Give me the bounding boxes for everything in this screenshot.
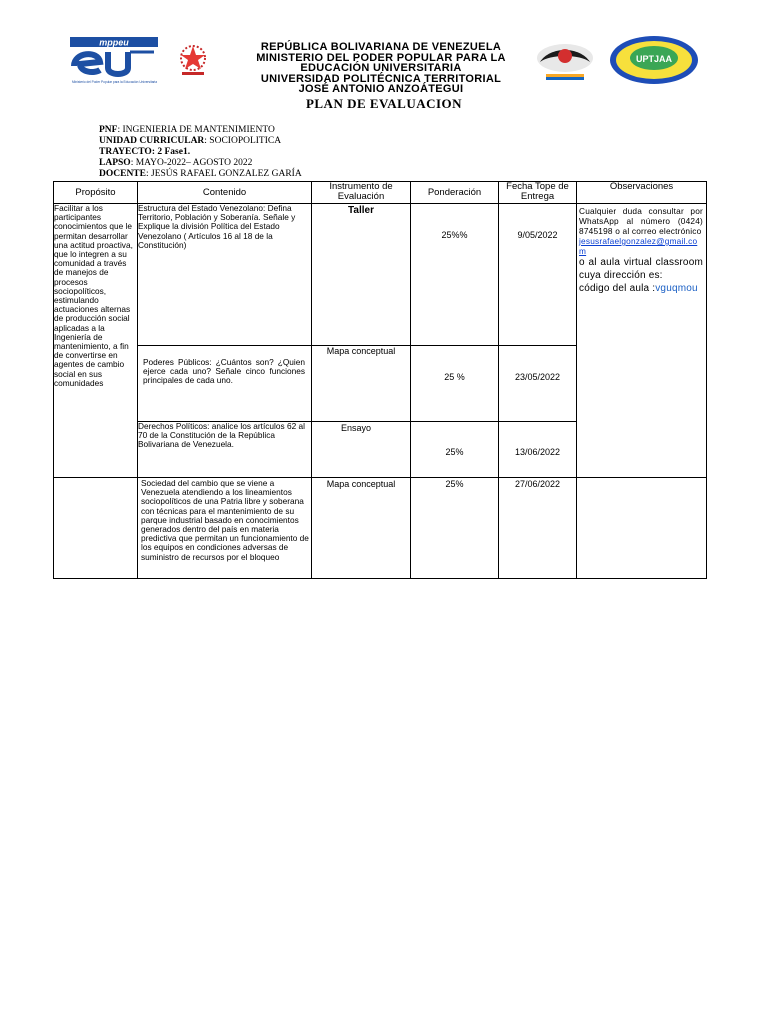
uptjaa-logo (608, 34, 700, 86)
table-border (311, 181, 312, 579)
observaciones-text: Cualquier duda consultar por WhatsApp al número (0424) 8745198 o al correo electrónico (579, 206, 703, 236)
meta-label: UNIDAD CURRICULAR (99, 136, 205, 146)
logo-uptjaa-text: UPTJAA (635, 54, 673, 64)
university-crest-icon (532, 40, 598, 84)
course-metadata (99, 125, 302, 180)
observaciones-text-2: o al aula virtual classroom cuya dirección es: (579, 257, 703, 281)
meta-label: PNF (99, 125, 118, 135)
meta-value: : 2 Fase1. (151, 147, 191, 157)
meta-value: : MAYO-2022– AGOSTO 2022 (130, 158, 253, 168)
meta-pnf (99, 125, 302, 136)
mppeu-logo (68, 36, 160, 86)
meta-value: : SOCIOPOLITICA (204, 136, 282, 146)
header-line: MINISTERIO DEL PODER POPULAR PARA LA (256, 51, 506, 64)
meta-docente (99, 169, 302, 180)
contenido-cell: Poderes Públicos: ¿Cuántos son? ¿Quien ejerce cada uno? Señale cinco funciones principales de cada uno. (143, 357, 305, 386)
header-line: UNIVERSIDAD POLITÉCNICA TERRITORIAL (260, 72, 502, 85)
code-label: código del aula : (579, 283, 656, 294)
observaciones-cell (579, 206, 703, 295)
meta-value: : INGENIERIA DE MANTENIMIENTO (117, 125, 275, 135)
page-title: PLAN DE EVALUACION (305, 96, 463, 111)
instrumento-cell: Mapa conceptual (326, 479, 396, 489)
meta-value: : JESÚS RAFAEL GONZALEZ GARÍA (145, 169, 302, 179)
fecha-cell: 23/05/2022 (514, 372, 561, 382)
ponderacion-cell: 25 % (444, 372, 465, 382)
table-border (576, 181, 577, 579)
fecha-cell: 27/06/2022 (514, 479, 561, 489)
meta-label: DOCENTE (99, 169, 146, 179)
meta-label: TRAYECTO (99, 147, 152, 157)
ponderacion-cell: 25%% (441, 230, 468, 240)
instrumento-cell: Taller (348, 205, 374, 216)
header-line: REPÚBLICA BOLIVARIANA DE VENEZUELA (260, 41, 502, 53)
ponderacion-cell: 25% (445, 479, 464, 489)
instrumento-cell: Mapa conceptual (326, 346, 396, 356)
logo-mppeu-text: mppeu (99, 37, 129, 48)
contenido-cell: Derechos Políticos: analice los artículos 62 al 70 de la Constitución de la República Bolivariana de Venezuela. (138, 421, 305, 450)
email-link[interactable]: jesusrafaelgonzalez@gmail.com (579, 236, 698, 256)
fecha-cell: 9/05/2022 (517, 230, 558, 240)
star-emblem-icon (170, 40, 216, 80)
classroom-code (579, 282, 703, 295)
meta-unidad (99, 136, 302, 147)
meta-lapso (99, 158, 302, 169)
logo-mppeu-subtitle: Ministerio del Poder Popular para la Educación Universitaria (72, 80, 158, 84)
ponderacion-cell: 25% (445, 447, 464, 457)
col-header-proposito: Propósito (75, 187, 116, 198)
contenido-cell: Estructura del Estado Venezolano: Defina Territorio, Población y Soberanía. Señale y Explique la división Política del Estado Venezolano ( Artículos 16 al 18 de la Constitución) (138, 203, 296, 250)
meta-label: LAPSO (99, 158, 131, 168)
col-header-instrumento: Instrumento de Evaluación (329, 181, 393, 202)
institution-header (236, 42, 526, 95)
header-line: EDUCACIÓN UNIVERSITARIA (300, 62, 462, 74)
col-header-observaciones: Observaciones (609, 181, 674, 192)
contenido-cell: Sociedad del cambio que se viene a Venezuela atendiendo a los lineamientos sociopolíticos de una Patria libre y soberana con técnicas para el mantenimiento de su parque industrial basado en conocimientos generados dentro del país en materia predictiva que permitan un funcionamiento de los equipos en condiciones adversas de suministro de recursos por el bloqueo (141, 478, 309, 562)
code-value[interactable]: vguqmou (655, 283, 698, 294)
table-border (706, 181, 707, 579)
proposito-cell: Facilitar a los participantes conocimientos que le permitan desarrollar una actitud proactiva, que lo integren a su comunidad a través de manejos de procesos sociopolíticos, estimulando actuaciones alternas de producción social aplicadas a la Ingeniería de mantenimiento, a fin de convertirse en agentes de cambio social en sus comunidades (54, 203, 133, 388)
meta-trayecto (99, 147, 302, 158)
instrumento-cell: Ensayo (340, 423, 372, 433)
col-header-contenido: Contenido (202, 187, 247, 198)
col-header-ponderacion: Ponderación (427, 187, 482, 198)
col-header-fecha: Fecha Tope de Entrega (506, 181, 569, 202)
header-line: JOSÉ ANTONIO ANZOÁTEGUI (298, 83, 464, 95)
table-border (53, 578, 707, 579)
fecha-cell: 13/06/2022 (514, 447, 561, 457)
